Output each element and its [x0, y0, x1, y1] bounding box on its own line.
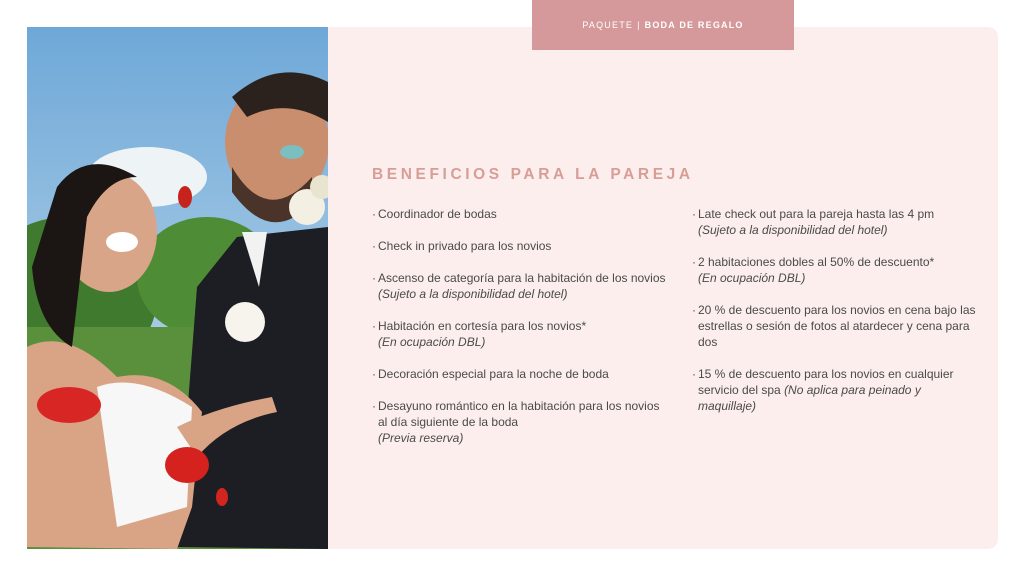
list-item: [372, 238, 672, 254]
bullet: ·: [692, 303, 696, 317]
list-item: [692, 366, 982, 414]
item-text: 2 habitaciones dobles al 50% de descuento*: [698, 255, 935, 269]
item-text: Ascenso de categoría para la habitación de los novios: [378, 271, 666, 285]
item-note: (Previa reserva): [378, 431, 464, 445]
section-heading: BENEFICIOS PARA LA PAREJA: [372, 166, 694, 183]
list-item: [692, 206, 982, 238]
wedding-couple-photo: [27, 27, 328, 549]
bullet: ·: [692, 367, 696, 381]
bullet: ·: [692, 255, 696, 269]
item-text: Decoración especial para la noche de boda: [378, 367, 609, 381]
bullet: ·: [692, 207, 696, 221]
list-item: [692, 254, 982, 286]
list-item: [372, 366, 672, 382]
bullet: ·: [372, 239, 376, 253]
tab-label: BODA DE REGALO: [644, 20, 744, 30]
benefits-list-left: [372, 206, 672, 462]
list-item: [372, 318, 672, 350]
list-item: [372, 398, 672, 446]
item-note: (Sujeto a la disponibilidad del hotel): [378, 287, 568, 301]
list-item: [372, 206, 672, 222]
tab-separator: |: [637, 20, 641, 30]
bullet: ·: [372, 367, 376, 381]
item-text: Check in privado para los novios: [378, 239, 552, 253]
item-note: (No aplica para peinado y maquillaje): [698, 383, 921, 413]
bullet: ·: [372, 207, 376, 221]
item-text: Late check out para la pareja hasta las 4 pm: [698, 207, 935, 221]
item-text: 20 % de descuento para los novios en cena bajo las estrellas o sesión de fotos al atardecer y cena para dos: [698, 303, 976, 349]
item-text: 15 % de descuento para los novios en cualquier servicio del spa: [698, 367, 954, 397]
item-note: (Sujeto a la disponibilidad del hotel): [698, 223, 888, 237]
item-text: Habitación en cortesía para los novios*: [378, 319, 587, 333]
tab-prefix: PAQUETE: [582, 20, 634, 30]
item-note: (En ocupación DBL): [378, 335, 486, 349]
item-text: Desayuno romántico en la habitación para los novios al día siguiente de la boda: [378, 399, 660, 429]
bullet: ·: [372, 319, 376, 333]
package-tab: [532, 0, 794, 50]
item-text: Coordinador de bodas: [378, 207, 497, 221]
list-item: [692, 302, 982, 350]
list-item: [372, 270, 672, 302]
benefits-list-right: [692, 206, 982, 430]
bullet: ·: [372, 271, 376, 285]
bullet: ·: [372, 399, 376, 413]
item-note: (En ocupación DBL): [698, 271, 806, 285]
